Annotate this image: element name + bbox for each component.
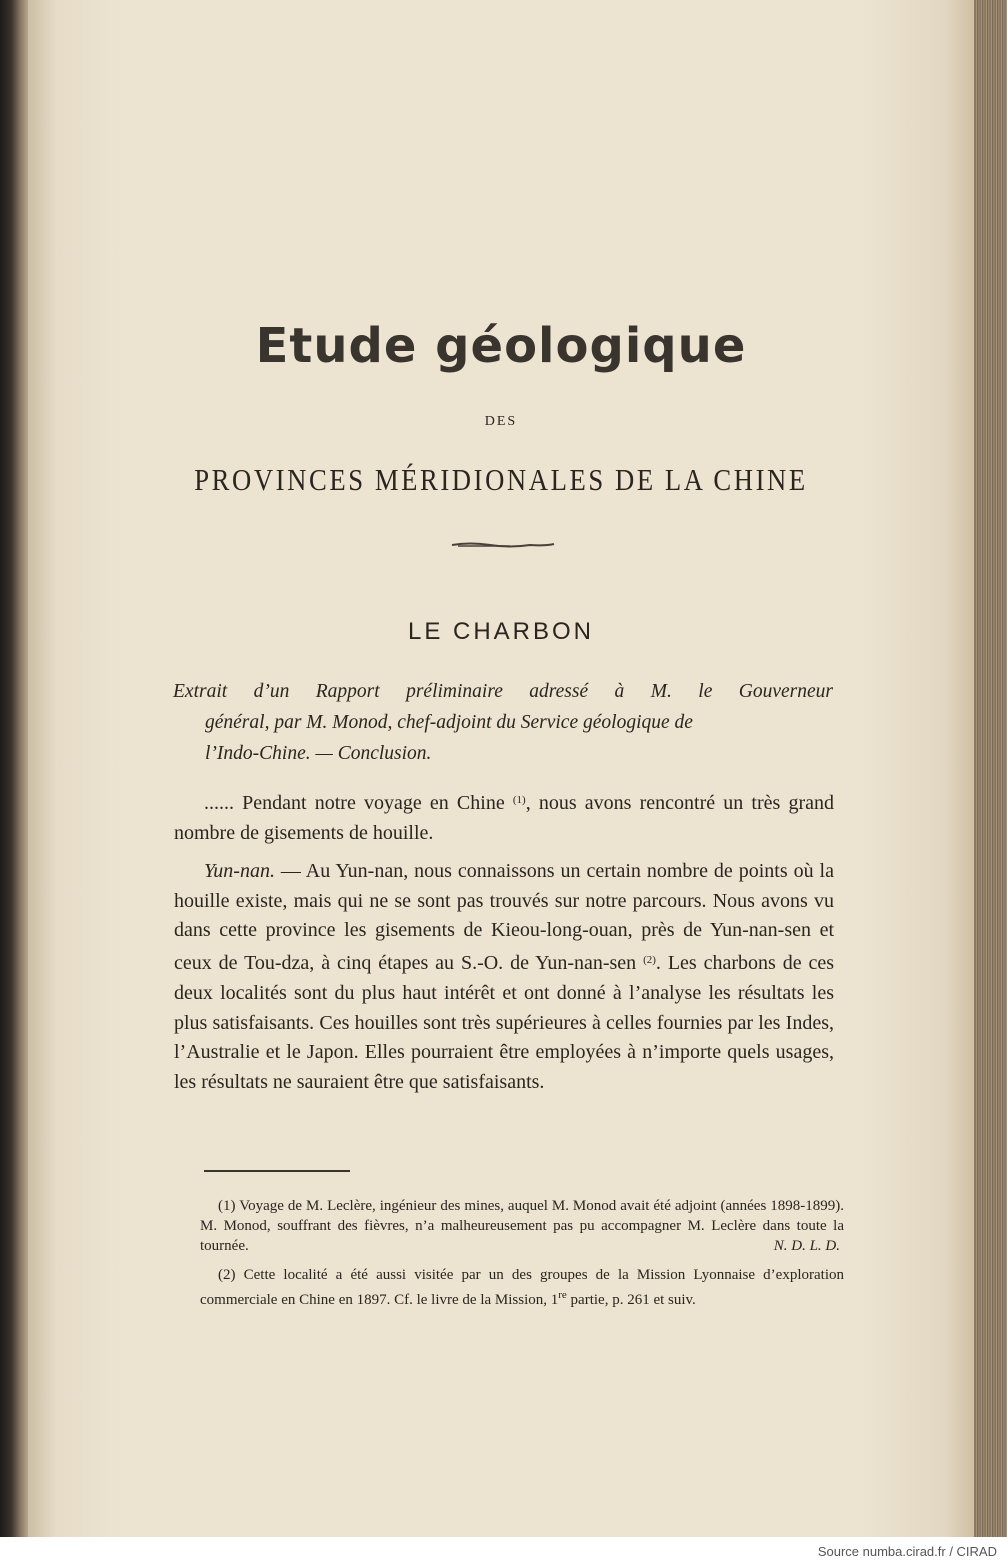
extract-note [173, 676, 833, 769]
source-credit: Source numba.cirad.fr / CIRAD [817, 1544, 997, 1559]
footnote-superscript: re [558, 1289, 567, 1301]
extract-line-3: l’Indo-Chine. — Conclusion. [205, 743, 432, 764]
footnote-text: (2) Cette localité a été aussi visitée par un des groupes de la Mission Lyonnaise d’exploration commerciale en Chine en 1897. Cf. le livre de la Mission, 1 [200, 1267, 844, 1308]
paragraph-lead: Yun-nan. [204, 860, 275, 882]
page-title: Etude géologique [255, 318, 747, 374]
footnote-2 [200, 1265, 844, 1310]
extract-line-2: général, par M. Monod, chef-adjoint du Service géologique de [205, 712, 693, 733]
page-subtitle: PROVINCES MÉRIDIONALES DE LA CHINE [194, 462, 808, 497]
paragraph-text: ...... Pendant notre voyage en Chine [204, 792, 513, 814]
footnote-1 [200, 1196, 844, 1256]
footnote-ref-2: (2) [643, 954, 656, 967]
footnote-ref-1: (1) [512, 794, 526, 806]
page-stack-edge [972, 0, 1007, 1537]
paragraph-text: . Les charbons de ces deux localités sont du plus haut intérêt et ont donné à l’analyse les résultats les plus satisfaisants. Ces houilles sont très supérieures à celles fournies par les Indes, l’Australie et le Japon. Elles pourraient être employées à n’importe quels usages, les résultats ne sauraient être que satisfaisants. [174, 952, 834, 1093]
paragraph-text: , nous avons rencontré un très grand nombre de gisements de houille. [174, 792, 834, 844]
footnote-divider [204, 1170, 350, 1172]
footnotes [200, 1196, 844, 1319]
footnote-text: partie, p. 261 et suiv. [566, 1292, 696, 1308]
footnote-signature: N. D. L. D. [773, 1238, 840, 1254]
book-page [28, 0, 974, 1537]
ornament-divider [450, 540, 556, 550]
paragraph-text: — Au Yun-nan, nous connaissons un certain nombre de points où la houille existe, mais qui ne se sont pas trouvés sur notre parcours. Nous avons vu dans cette province les gisements de Kieou-long-ouan, près de Yun-nan-sen et ceux de Tou-dza, à cinq étapes au S.-O. de Yun-nan-sen [174, 860, 834, 975]
book-spine-edge [0, 0, 28, 1537]
footnote-text: (1) Voyage de M. Leclère, ingénieur des mines, auquel M. Monod avait été adjoint (années 1898-1899). M. Monod, souffrant des fièvres, n’a malheureusement pas pu accompagner M. Leclère dans toute la tournée. [200, 1198, 844, 1254]
section-title: LE CHARBON [407, 618, 595, 645]
extract-line-1: Extrait d’un Rapport préliminaire adressé à M. le Gouverneur [173, 681, 833, 702]
paragraph-voyage [174, 786, 834, 848]
title-connector: DES [484, 414, 518, 429]
paragraph-yun-nan [174, 857, 834, 1098]
